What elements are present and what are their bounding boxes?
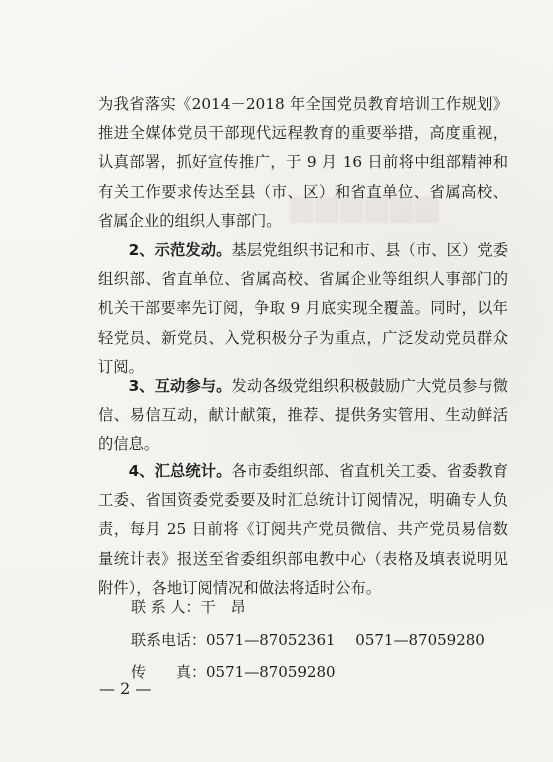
- contact-person-value: 干 昂: [200, 598, 246, 616]
- paragraph-1-text: 为我省落实《2014－2018 年全国党员教育培训工作规划》推进全媒体党员干部现代远程教育的重要举措，高度重视，认真部署，抓好宣传推广，于 9 月 16 日前将中组部精神和有关工作要求传达至县（市、区）和省直单位、省属高校、省属企业的组织人事部门。: [98, 95, 508, 230]
- paragraph-4-body: 各市委组织部、省直机关工委、省委教育工委、省国资委党委要及时汇总统计订阅情况，明确专人负责，每月 25 日前将《订阅共产党员微信、共产党员易信数量统计表》报送至省委组织部电教中心（表格及填表说明见附件），各地订阅情况和做法将适时公布。: [98, 462, 508, 597]
- bleed-through-mark: ▆▆▆▆▆▆: [290, 196, 441, 231]
- contact-fax-value: 0571—87059280: [206, 663, 336, 681]
- paragraph-3-body: 发动各级党组织积极鼓励广大党员参与微信、易信互动，献计献策，推荐、提供务实管用、生动鲜活的信息。: [98, 377, 508, 454]
- paragraph-1: [98, 90, 508, 236]
- paragraph-4: [98, 457, 508, 603]
- paragraph-2-title: 2、示范发动。: [128, 241, 232, 259]
- contact-phone-value: 0571—87052361 0571—87059280: [206, 631, 485, 649]
- contact-fax-line: [131, 661, 336, 682]
- contact-phone-label: 联系电话：: [131, 631, 207, 649]
- paragraph-2: [98, 236, 508, 382]
- paragraph-3: [98, 372, 508, 460]
- contact-person-label: 联 系 人：: [131, 598, 201, 616]
- contact-phone-line: [131, 629, 485, 650]
- paragraph-3-title: 3、互动参与。: [128, 377, 232, 395]
- page-number: — 2 —: [99, 679, 152, 698]
- paragraph-4-title: 4、汇总统计。: [128, 462, 232, 480]
- contact-person-line: [131, 596, 246, 617]
- paragraph-2-body: 基层党组织书记和市、县（市、区）党委组织部、省直单位、省属高校、省属企业等组织人事部门的机关干部要率先订阅，争取 9 月底实现全覆盖。同时，以年轻党员、新党员、入党积极分子为重点，广泛发动党员群众订阅。: [98, 241, 508, 376]
- contact-fax-label: 传 真：: [131, 663, 207, 681]
